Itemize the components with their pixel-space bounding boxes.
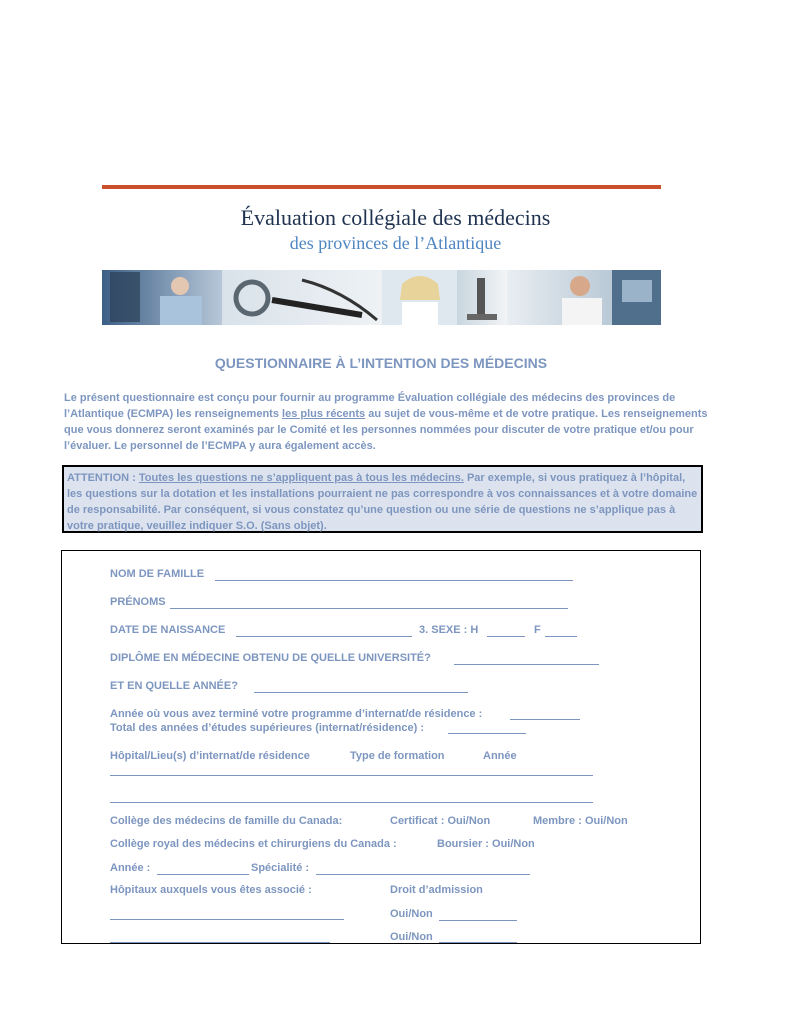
degree-university-label: DIPLÔME EN MÉDECINE OBTENU DE QUELLE UNIVERSITÉ? — [110, 652, 431, 664]
year-column-label: Année — [483, 750, 517, 762]
degree-year-label: ET EN QUELLE ANNÉE? — [110, 680, 238, 692]
fellow-yes-no[interactable]: Boursier : Oui/Non — [437, 838, 535, 850]
hospital-internship-label: Hôpital/Lieu(s) d’internat/de résidence — [110, 750, 310, 762]
org-subtitle: des provinces de l’Atlantique — [289, 233, 502, 253]
specialty-label: Spécialité : — [251, 862, 310, 874]
admission-rights-label: Droit d’admission — [390, 884, 483, 896]
first-names-label: PRÉNOMS — [110, 596, 166, 608]
attention-box: ATTENTION : Toutes les questions ne s’appliquent pas à tous les médecins. Par exemple, si vous pratiquez à l’hôpital, les questions sur la dotation et les installations pourraient ne pas correspondre à vos connaissances et à votre domaine de responsabilité. Par conséquent, si vous constatez qu’une question ou une série de questions ne s’applique pas à votre pratique, veuillez indiquer S.O. (Sans objet). — [62, 465, 703, 533]
sex-f-label: F — [534, 624, 541, 636]
intro-paragraph: Le présent questionnaire est conçu pour fournir au programme Évaluation collégiale des médecins des provinces de l’Atlantique (ECMPA) les renseignements les plus récents au sujet de vous-même et de votre pratique. Les renseignements que vous donnerez seront examinés par le Comité et les personnes nommées pour discuter de votre pratique et/ou pour l’évaluer. Le personnel de l’ECMPA y aura également accès. — [64, 392, 708, 452]
last-name-field[interactable] — [215, 580, 573, 581]
admission-2-yes-no: Oui/Non — [390, 931, 433, 943]
header-accent-bar — [102, 185, 661, 189]
total-years-label: Total des années d’études supérieures (internat/résidence) : — [110, 722, 424, 734]
hospital-row-2-field[interactable] — [110, 802, 593, 803]
degree-year-field[interactable] — [254, 692, 468, 693]
certificate-yes-no[interactable]: Certificat : Oui/Non — [390, 815, 491, 827]
admission-2-field[interactable] — [439, 942, 517, 943]
first-names-field[interactable] — [170, 608, 568, 609]
last-name-label: NOM DE FAMILLE — [110, 568, 205, 580]
degree-university-field[interactable] — [454, 664, 599, 665]
royal-college-label: Collège royal des médecins et chirurgiens du Canada : — [110, 838, 397, 850]
member-yes-no[interactable]: Membre : Oui/Non — [533, 815, 628, 827]
birth-date-field[interactable] — [236, 636, 412, 637]
org-title: Évaluation collégiale des médecins — [240, 205, 551, 230]
sex-label: 3. SEXE : H — [419, 624, 479, 636]
questionnaire-title: QUESTIONNAIRE À L’INTENTION DES MÉDECINS — [214, 355, 548, 371]
hospital-name-1-field[interactable] — [110, 919, 344, 920]
admission-1-yes-no: Oui/Non — [390, 908, 433, 920]
hospital-name-2-field[interactable] — [110, 942, 330, 943]
training-type-label: Type de formation — [350, 750, 445, 762]
birth-date-label: DATE DE NAISSANCE — [110, 624, 226, 636]
admission-1-field[interactable] — [439, 920, 517, 921]
physician-form — [61, 550, 701, 944]
sex-f-field[interactable] — [545, 636, 577, 637]
year-label: Année : — [110, 862, 151, 874]
family-college-label: Collège des médecins de famille du Canada: — [110, 815, 343, 827]
internship-end-label: Année où vous avez terminé votre programme d’internat/de résidence : — [110, 708, 483, 720]
sex-h-field[interactable] — [487, 636, 525, 637]
total-years-field[interactable] — [448, 733, 526, 734]
hospitals-associated-label: Hôpitaux auxquels vous êtes associé : — [110, 884, 312, 896]
hospital-row-1-field[interactable] — [110, 775, 593, 776]
banner-medical-photos — [102, 270, 661, 325]
year-field[interactable] — [157, 874, 249, 875]
specialty-field[interactable] — [316, 874, 530, 875]
internship-end-field[interactable] — [510, 719, 580, 720]
